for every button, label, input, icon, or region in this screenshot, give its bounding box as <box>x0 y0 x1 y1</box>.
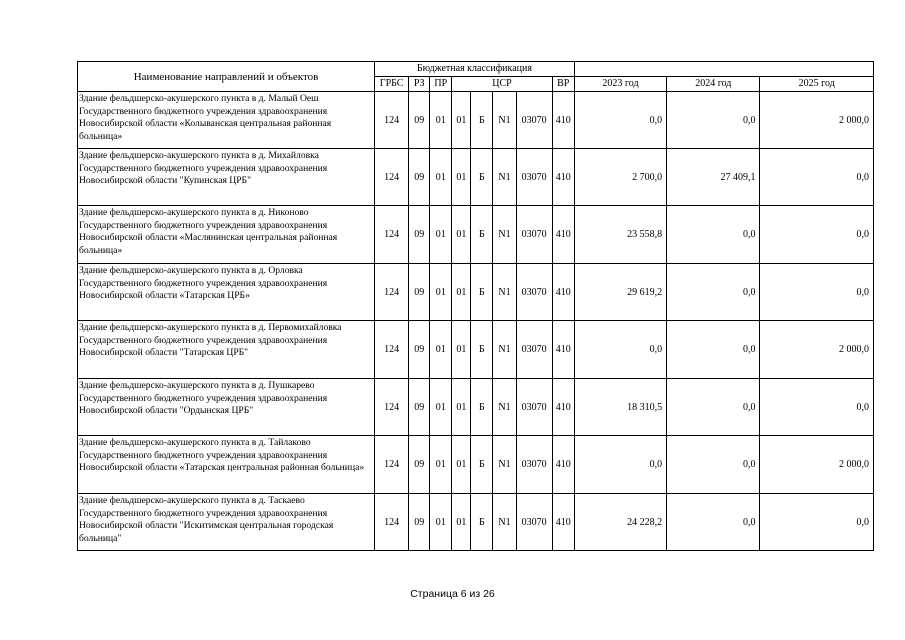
table-cell-2024: 0,0 <box>667 264 760 321</box>
table-cell-grbs: 124 <box>375 436 409 494</box>
table-cell-2023: 0,0 <box>574 92 666 149</box>
table-cell-csr-code: 03070 <box>516 264 552 321</box>
table-cell-pr: 01 <box>430 379 452 436</box>
table-row <box>78 92 874 149</box>
table-cell-name: Здание фельдшерско-акушерского пункта в д. Орловка Государственного бюджетного учреждения здравоохранения Новосибирской области «Татарская ЦРБ» <box>78 264 375 321</box>
table-cell-csr-subprogram: Б <box>471 321 493 379</box>
table-cell-rz: 09 <box>409 494 430 551</box>
table-cell-csr-project: N1 <box>493 494 516 551</box>
table-cell-csr-code: 03070 <box>516 149 552 206</box>
table-cell-2024: 0,0 <box>667 494 760 551</box>
table-cell-csr-program: 01 <box>452 494 471 551</box>
table-cell-vr: 410 <box>552 321 574 379</box>
table-cell-csr-subprogram: Б <box>471 92 493 149</box>
table-cell-pr: 01 <box>430 436 452 494</box>
table-cell-2023: 0,0 <box>574 436 666 494</box>
table-cell-2023: 29 619,2 <box>574 264 666 321</box>
table-cell-vr: 410 <box>552 92 574 149</box>
table-cell-name: Здание фельдшерско-акушерского пункта в д. Первомихайловка Государственного бюджетного учреждения здравоохранения Новосибирской области "Татарская ЦРБ" <box>78 321 375 379</box>
table-cell-csr-subprogram: Б <box>471 436 493 494</box>
table-cell-pr: 01 <box>430 321 452 379</box>
table-cell-2024: 0,0 <box>667 206 760 264</box>
header-year-2023: 2023 год <box>574 77 666 92</box>
table-cell-pr: 01 <box>430 92 452 149</box>
table-cell-csr-program: 01 <box>452 92 471 149</box>
table-cell-csr-subprogram: Б <box>471 264 493 321</box>
table-cell-csr-program: 01 <box>452 379 471 436</box>
table-cell-grbs: 124 <box>375 206 409 264</box>
table-cell-csr-project: N1 <box>493 379 516 436</box>
page-number: Страница 6 из 26 <box>410 588 495 600</box>
table-cell-vr: 410 <box>552 149 574 206</box>
table-cell-name: Здание фельдшерско-акушерского пункта в д. Михайловка Государственного бюджетного учреждения здравоохранения Новосибирской области "Купинская ЦРБ" <box>78 149 375 206</box>
table-cell-2025: 0,0 <box>760 149 874 206</box>
table-cell-csr-code: 03070 <box>516 436 552 494</box>
table-cell-csr-subprogram: Б <box>471 379 493 436</box>
table-cell-2025: 2 000,0 <box>760 321 874 379</box>
table-cell-csr-project: N1 <box>493 264 516 321</box>
table-cell-csr-program: 01 <box>452 321 471 379</box>
table-cell-grbs: 124 <box>375 321 409 379</box>
table-cell-name: Здание фельдшерско-акушерского пункта в д. Таскаево Государственного бюджетного учреждения здравоохранения Новосибирской области "Искитимская центральная городская больница" <box>78 494 375 551</box>
table-cell-2024: 0,0 <box>667 379 760 436</box>
table-cell-name: Здание фельдшерско-акушерского пункта в д. Тайлаково Государственного бюджетного учреждения здравоохранения Новосибирской области «Татарская центральная районная больница» <box>78 436 375 494</box>
header-blank <box>574 62 873 77</box>
table-cell-csr-subprogram: Б <box>471 206 493 264</box>
table-row <box>78 321 874 379</box>
table-cell-2025: 0,0 <box>760 264 874 321</box>
table-row <box>78 436 874 494</box>
table-cell-pr: 01 <box>430 494 452 551</box>
header-year-2024: 2024 год <box>667 77 760 92</box>
table-cell-csr-code: 03070 <box>516 92 552 149</box>
table-cell-2024: 0,0 <box>667 436 760 494</box>
table-cell-2023: 23 558,8 <box>574 206 666 264</box>
table-cell-vr: 410 <box>552 379 574 436</box>
table-cell-2023: 24 228,2 <box>574 494 666 551</box>
header-budget-classification: Бюджетная классификация <box>375 62 575 77</box>
table-cell-pr: 01 <box>430 206 452 264</box>
table-cell-2023: 2 700,0 <box>574 149 666 206</box>
table-cell-rz: 09 <box>409 92 430 149</box>
table-row <box>78 264 874 321</box>
table-cell-rz: 09 <box>409 321 430 379</box>
table-cell-2024: 0,0 <box>667 92 760 149</box>
table-cell-2025: 2 000,0 <box>760 92 874 149</box>
table-cell-csr-program: 01 <box>452 264 471 321</box>
table-cell-2025: 0,0 <box>760 494 874 551</box>
table-row <box>78 379 874 436</box>
table-cell-2024: 0,0 <box>667 321 760 379</box>
table-cell-rz: 09 <box>409 379 430 436</box>
header-csr: ЦСР <box>452 77 552 92</box>
table-cell-grbs: 124 <box>375 264 409 321</box>
table-cell-csr-code: 03070 <box>516 379 552 436</box>
table-cell-csr-project: N1 <box>493 206 516 264</box>
table-cell-rz: 09 <box>409 149 430 206</box>
table-cell-csr-program: 01 <box>452 436 471 494</box>
table-row <box>78 206 874 264</box>
table-cell-2025: 0,0 <box>760 379 874 436</box>
table-cell-rz: 09 <box>409 206 430 264</box>
table-cell-csr-subprogram: Б <box>471 494 493 551</box>
table-cell-pr: 01 <box>430 264 452 321</box>
table-cell-vr: 410 <box>552 206 574 264</box>
table-cell-2023: 18 310,5 <box>574 379 666 436</box>
table-cell-csr-code: 03070 <box>516 206 552 264</box>
table-cell-2025: 2 000,0 <box>760 436 874 494</box>
table-row <box>78 494 874 551</box>
budget-table <box>77 61 874 551</box>
table-cell-grbs: 124 <box>375 379 409 436</box>
header-year-2025: 2025 год <box>760 77 874 92</box>
table-cell-csr-program: 01 <box>452 206 471 264</box>
table-cell-rz: 09 <box>409 436 430 494</box>
table-cell-csr-code: 03070 <box>516 321 552 379</box>
table-cell-grbs: 124 <box>375 494 409 551</box>
table-cell-name: Здание фельдшерско-акушерского пункта в д. Малый Оеш Государственного бюджетного учреждения здравоохранения Новосибирской области «Колыванская центральная районная больница» <box>78 92 375 149</box>
table-cell-vr: 410 <box>552 436 574 494</box>
table-cell-csr-project: N1 <box>493 92 516 149</box>
table-cell-rz: 09 <box>409 264 430 321</box>
table-cell-vr: 410 <box>552 264 574 321</box>
table-cell-csr-project: N1 <box>493 149 516 206</box>
table-cell-grbs: 124 <box>375 149 409 206</box>
header-vr: ВР <box>552 77 574 92</box>
table-cell-csr-code: 03070 <box>516 494 552 551</box>
table-cell-csr-program: 01 <box>452 149 471 206</box>
table-cell-2025: 0,0 <box>760 206 874 264</box>
table-cell-2024: 27 409,1 <box>667 149 760 206</box>
table-cell-csr-project: N1 <box>493 436 516 494</box>
table-cell-grbs: 124 <box>375 92 409 149</box>
header-rz: РЗ <box>409 77 430 92</box>
header-pr: ПР <box>430 77 452 92</box>
table-cell-2023: 0,0 <box>574 321 666 379</box>
table-cell-pr: 01 <box>430 149 452 206</box>
header-name: Наименование направлений и объектов <box>78 62 375 92</box>
table-cell-csr-project: N1 <box>493 321 516 379</box>
table-row <box>78 149 874 206</box>
table-cell-name: Здание фельдшерско-акушерского пункта в д. Никоново Государственного бюджетного учреждения здравоохранения Новосибирской области «Маслянинская центральная районная больница» <box>78 206 375 264</box>
table-cell-name: Здание фельдшерско-акушерского пункта в д. Пушкарево Государственного бюджетного учреждения здравоохранения Новосибирской области "Ордынская ЦРБ" <box>78 379 375 436</box>
header-grbs: ГРБС <box>375 77 409 92</box>
table-cell-csr-subprogram: Б <box>471 149 493 206</box>
table-cell-vr: 410 <box>552 494 574 551</box>
